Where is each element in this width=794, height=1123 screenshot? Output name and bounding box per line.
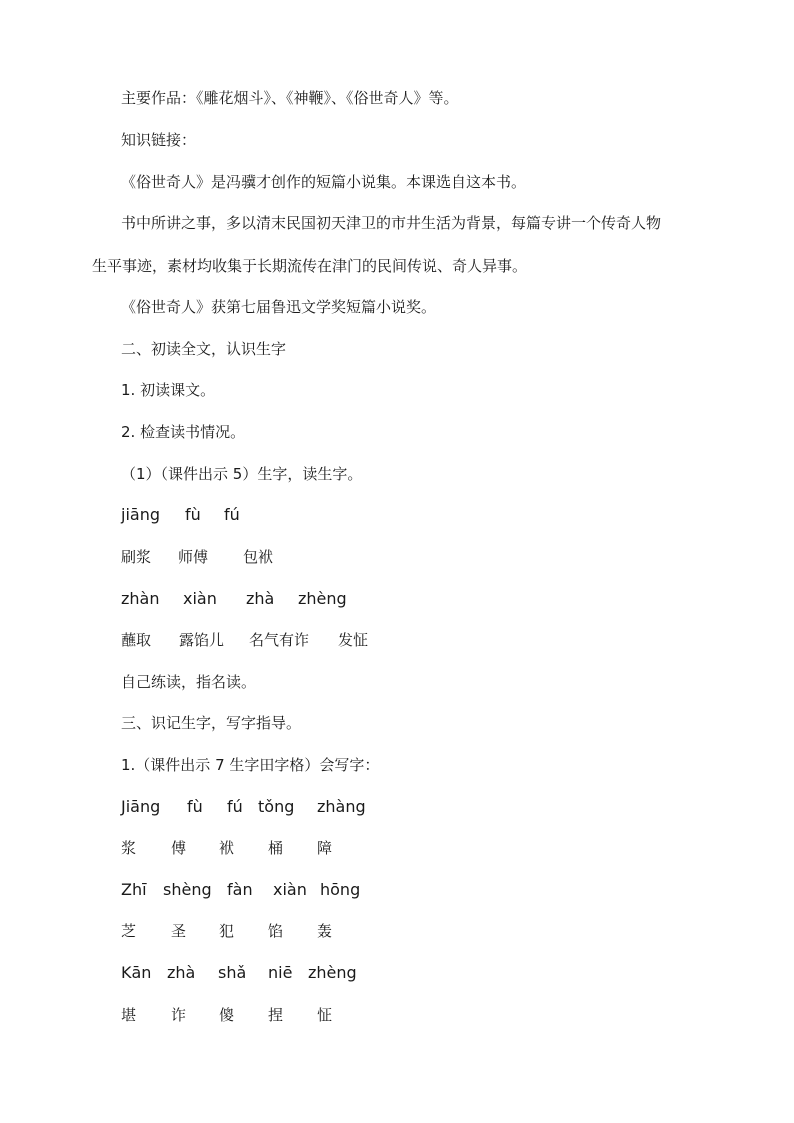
- char-item: 桶: [268, 839, 284, 857]
- pinyin-item: zhà: [246, 589, 275, 608]
- pinyin-item: fú: [224, 505, 240, 524]
- knowledge-link-heading: 知识链接：: [121, 131, 197, 149]
- word-item: 师傅: [178, 548, 209, 566]
- char-item: 诈: [171, 1006, 187, 1024]
- step-check-reading: 2. 检查读书情况。: [121, 423, 246, 441]
- pinyin-item: Jiāng: [121, 797, 161, 816]
- char-item: 堪: [121, 1006, 137, 1024]
- char-item: 犯: [219, 922, 235, 940]
- pinyin-item: zhàn: [121, 589, 160, 608]
- char-item: 芝: [121, 922, 137, 940]
- write-intro-line: 1.（课件出示 7 生字田字格）会写字：: [121, 756, 380, 774]
- content-paragraph-line-1: 书中所讲之事，多以清末民国初天津卫的市井生活为背景，每篇专讲一个传奇人物: [121, 214, 662, 232]
- practice-paragraph: 自己练读，指名读。: [121, 673, 257, 691]
- pinyin-item: jiāng: [121, 505, 160, 524]
- pinyin-item: zhàng: [317, 797, 366, 816]
- pinyin-item: fú: [227, 797, 243, 816]
- step-courseware-5: （1）（课件出示 5）生字，读生字。: [121, 465, 363, 483]
- section-heading-write: 三、识记生字，写字指导。: [121, 714, 302, 732]
- word-item: 包袱: [243, 548, 274, 566]
- content-paragraph-line-2: 生平事迹，素材均收集于长期流传在津门的民间传说、奇人异事。: [92, 257, 528, 275]
- pinyin-item: shèng: [163, 880, 212, 899]
- char-item: 轰: [317, 922, 333, 940]
- pinyin-item: fù: [185, 505, 201, 524]
- char-item: 袱: [219, 839, 235, 857]
- pinyin-item: shǎ: [218, 963, 247, 982]
- word-item: 露馅儿: [179, 631, 225, 649]
- step-first-read: 1. 初读课文。: [121, 381, 216, 399]
- char-item: 圣: [171, 922, 187, 940]
- award-paragraph: 《俗世奇人》获第七届鲁迅文学奖短篇小说奖。: [121, 298, 437, 316]
- pinyin-item: zhèng: [298, 589, 347, 608]
- char-item: 浆: [121, 839, 137, 857]
- char-item: 馅: [268, 922, 284, 940]
- pinyin-item: fù: [187, 797, 203, 816]
- works-paragraph: 主要作品：《雕花烟斗》、《神鞭》、《俗世奇人》等。: [121, 89, 459, 107]
- section-heading-read: 二、初读全文，认识生字: [121, 340, 287, 358]
- char-item: 怔: [317, 1006, 333, 1024]
- char-item: 傅: [171, 839, 187, 857]
- pinyin-item: xiàn: [183, 589, 217, 608]
- pinyin-item: Zhī: [121, 880, 147, 899]
- word-item: 发怔: [338, 631, 369, 649]
- word-item: 名气有诈: [249, 631, 310, 649]
- char-item: 捏: [268, 1006, 284, 1024]
- pinyin-item: xiàn: [273, 880, 307, 899]
- pinyin-item: niē: [268, 963, 293, 982]
- word-item: 蘸取: [121, 631, 152, 649]
- pinyin-item: zhèng: [308, 963, 357, 982]
- char-item: 障: [317, 839, 333, 857]
- pinyin-item: Kān: [121, 963, 152, 982]
- pinyin-item: fàn: [227, 880, 253, 899]
- pinyin-item: tǒng: [258, 797, 295, 816]
- book-intro-paragraph: 《俗世奇人》是冯骥才创作的短篇小说集。本课选自这本书。: [121, 173, 527, 191]
- char-item: 傻: [219, 1006, 235, 1024]
- pinyin-item: hōng: [320, 880, 361, 899]
- pinyin-item: zhà: [167, 963, 196, 982]
- word-item: 刷浆: [121, 548, 152, 566]
